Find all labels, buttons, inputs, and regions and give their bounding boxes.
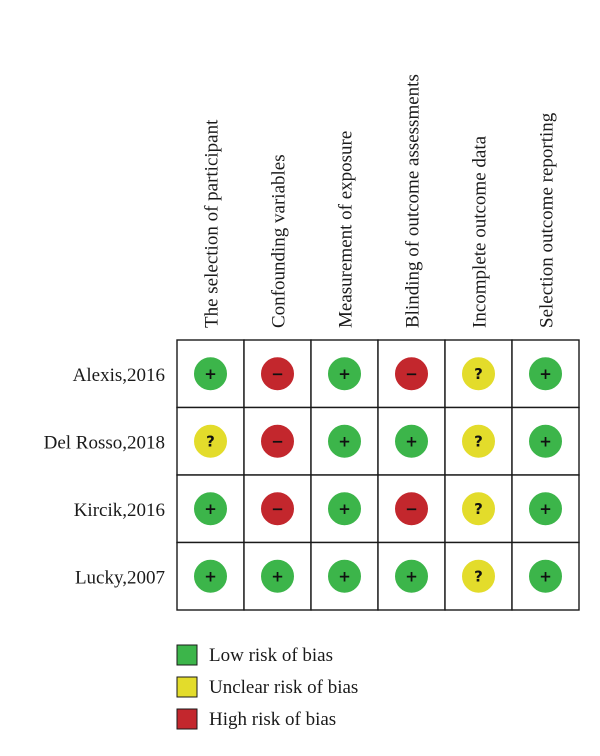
legend-label: Low risk of bias bbox=[209, 645, 334, 666]
rating-symbol: + bbox=[405, 432, 418, 451]
rating-symbol: + bbox=[271, 567, 284, 586]
rating-symbol: − bbox=[405, 364, 418, 383]
legend-swatch-low bbox=[177, 645, 197, 665]
row-labels bbox=[44, 365, 165, 589]
rating-symbol: + bbox=[204, 364, 217, 383]
rating-symbol: + bbox=[204, 499, 217, 518]
rating-symbol: + bbox=[338, 364, 351, 383]
rating-grid bbox=[177, 340, 579, 610]
row-label: Lucky,2007 bbox=[74, 567, 165, 589]
rating-symbol: + bbox=[338, 499, 351, 518]
rating-symbol: ? bbox=[474, 432, 483, 451]
legend bbox=[177, 645, 358, 730]
column-header: Blinding of outcome assessments bbox=[402, 74, 424, 328]
column-header: Confounding variables bbox=[268, 154, 290, 328]
column-headers bbox=[202, 74, 558, 328]
column-header: Selection outcome reporting bbox=[536, 112, 558, 328]
legend-label: High risk of bias bbox=[209, 709, 337, 730]
rating-symbol: ? bbox=[474, 364, 483, 383]
rating-symbol: + bbox=[338, 432, 351, 451]
legend-swatch-unclear bbox=[177, 677, 197, 697]
rating-symbol: ? bbox=[206, 432, 215, 451]
row-label: Kircik,2016 bbox=[73, 499, 165, 521]
rating-symbol: − bbox=[271, 499, 284, 518]
rating-symbol: ? bbox=[474, 567, 483, 586]
rating-symbol: + bbox=[405, 567, 418, 586]
column-header: Incomplete outcome data bbox=[469, 135, 491, 328]
rating-symbol: + bbox=[338, 567, 351, 586]
rating-symbol: + bbox=[539, 567, 552, 586]
rating-symbol: − bbox=[271, 432, 284, 451]
row-label: Del Rosso,2018 bbox=[43, 432, 165, 454]
rating-symbol: + bbox=[204, 567, 217, 586]
rating-symbol: + bbox=[539, 364, 552, 383]
row-label: Alexis,2016 bbox=[72, 364, 165, 386]
column-header: Measurement of exposure bbox=[335, 130, 357, 328]
legend-swatch-high bbox=[177, 709, 197, 729]
rating-symbol: + bbox=[539, 432, 552, 451]
legend-label: Unclear risk of bias bbox=[209, 677, 359, 698]
rating-symbol: ? bbox=[474, 499, 483, 518]
rating-symbol: + bbox=[539, 499, 552, 518]
rating-symbol: − bbox=[271, 364, 284, 383]
rating-symbol: − bbox=[405, 499, 418, 518]
column-header: The selection of participant bbox=[201, 119, 223, 328]
